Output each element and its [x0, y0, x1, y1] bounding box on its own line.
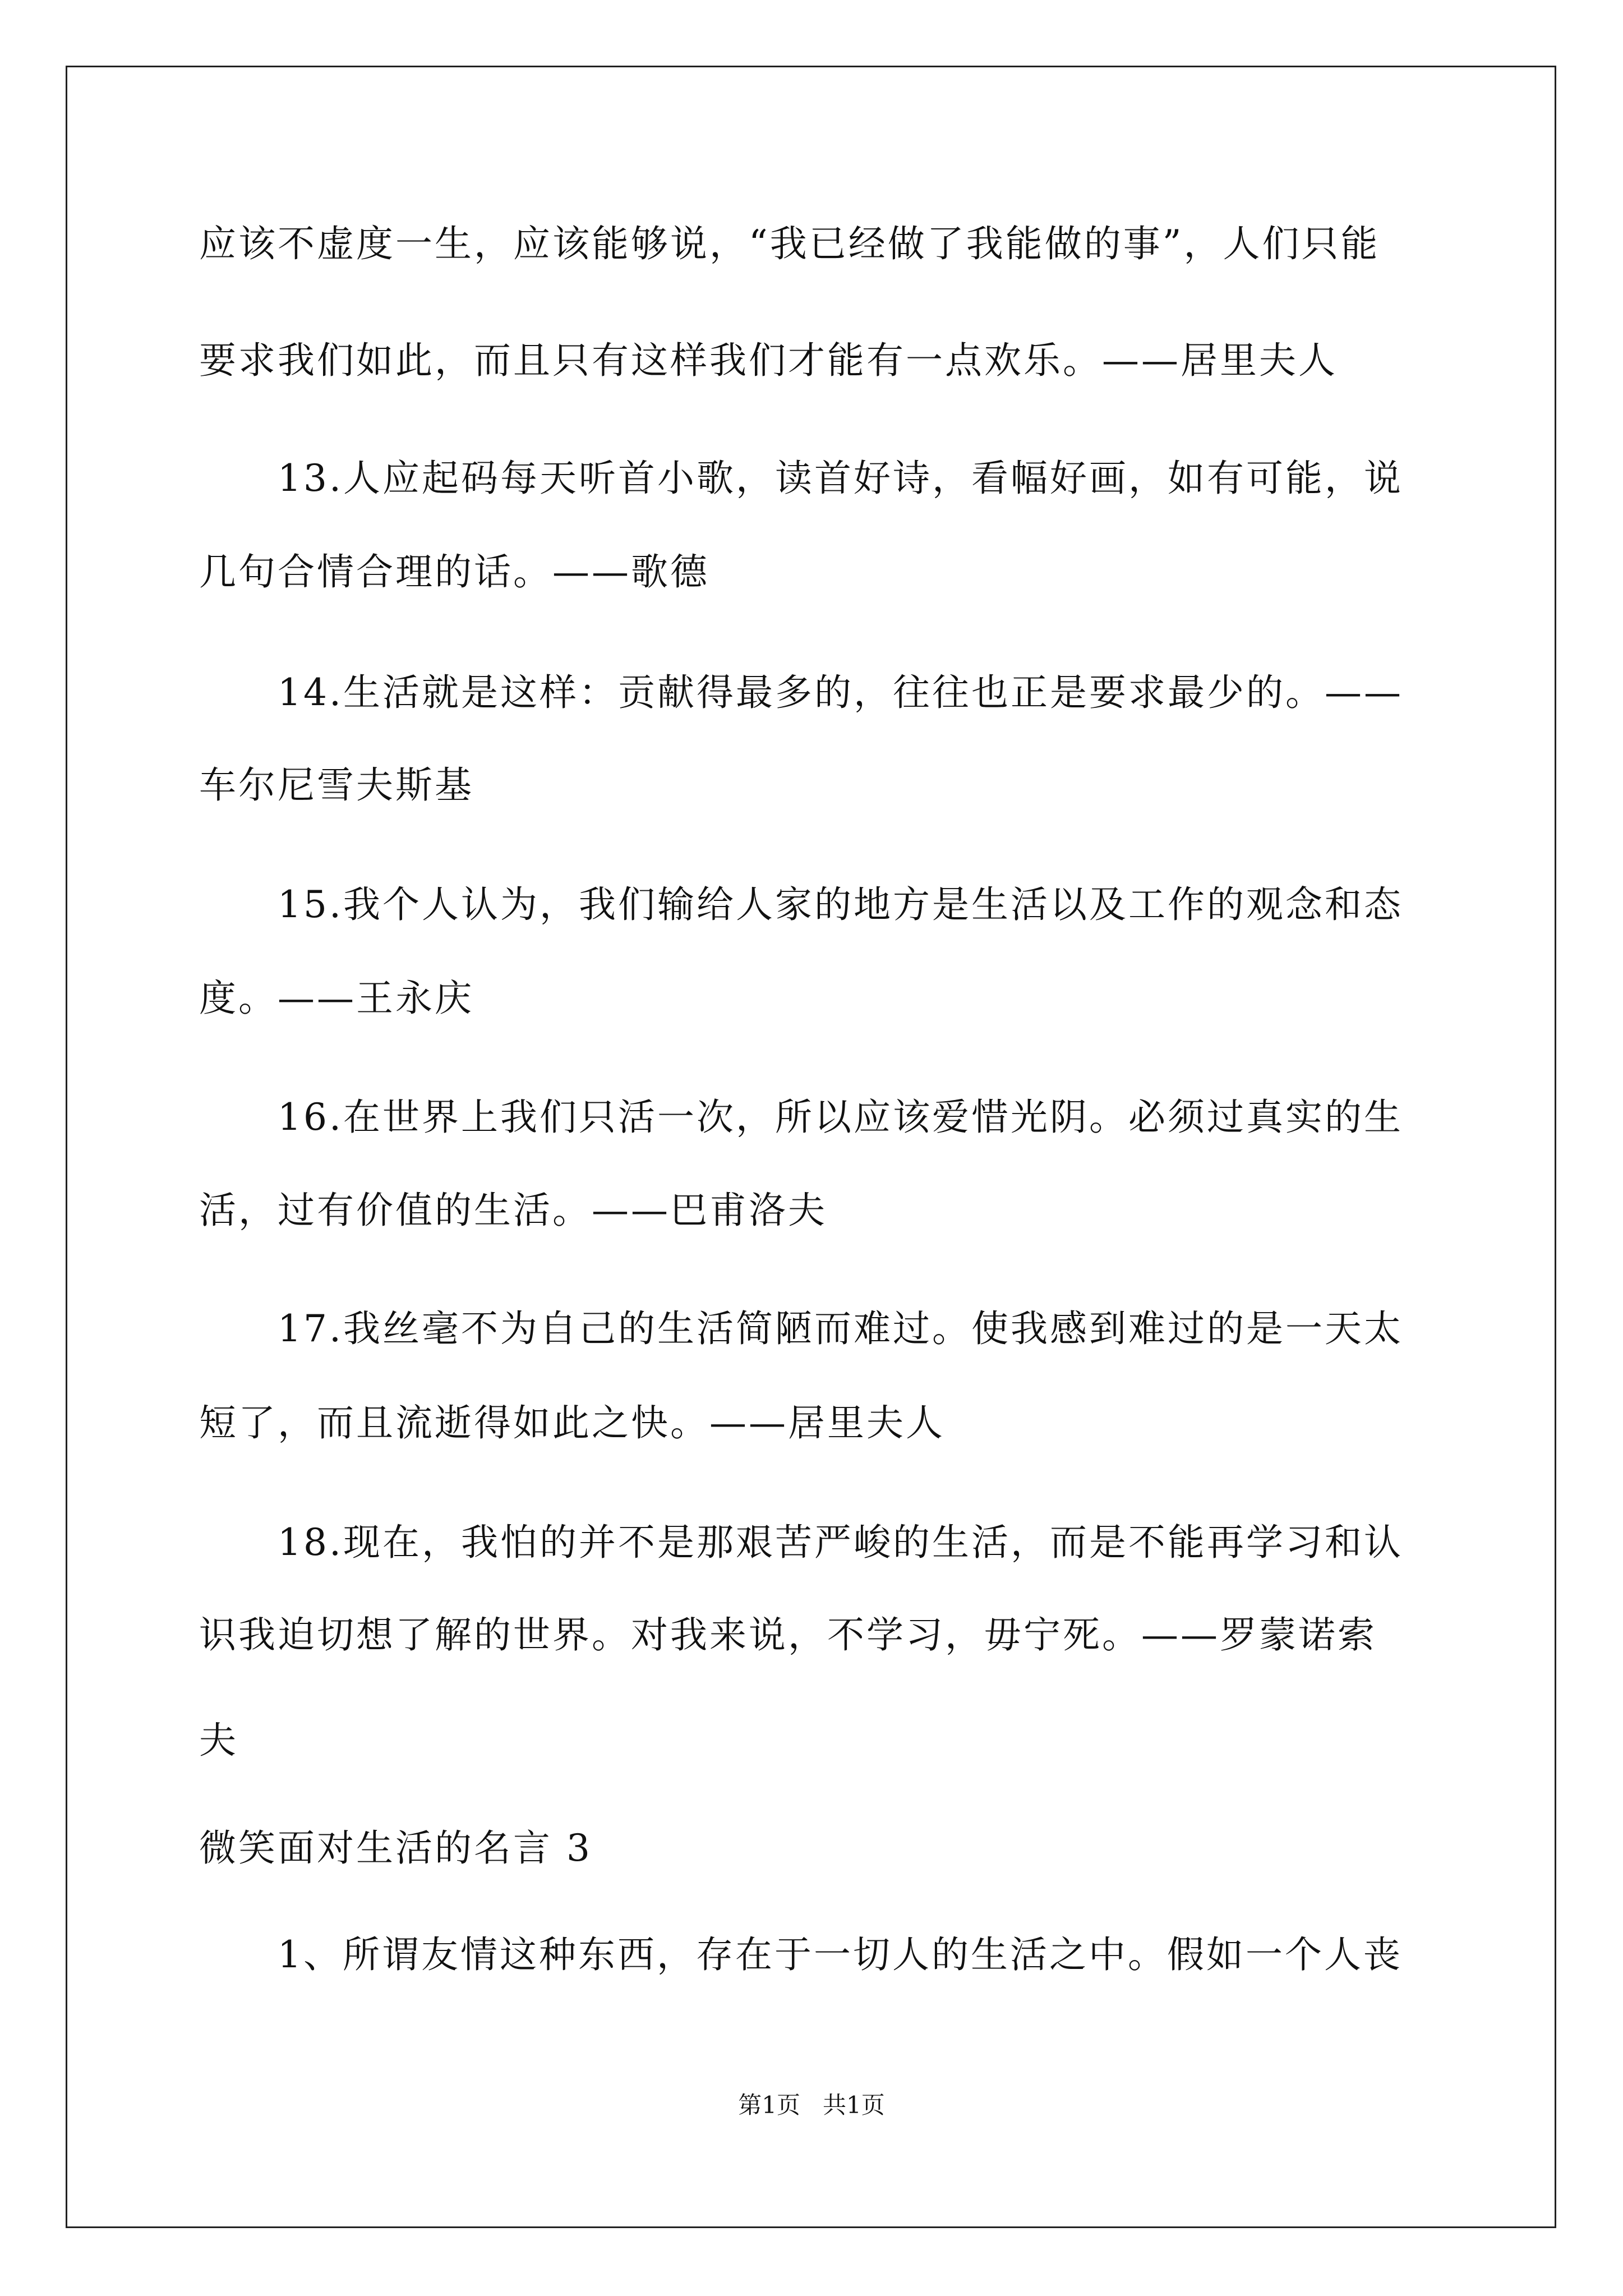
text-line: 应该不虚度一生，应该能够说，“我已经做了我能做的事”，人们只能: [199, 222, 1380, 265]
text-line: 短了，而且流逝得如此之快。——居里夫人: [199, 1401, 945, 1444]
text-line: 几句合情合理的话。——歌德: [199, 550, 709, 593]
text-line: 14.生活就是这样：贡献得最多的，往往也正是要求最少的。——: [278, 671, 1403, 714]
text-line: 1、所谓友情这种东西，存在于一切人的生活之中。假如一个人丧: [278, 1933, 1403, 1976]
text-line: 夫: [199, 1719, 238, 1762]
text-line: 要求我们如此，而且只有这样我们才能有一点欢乐。——居里夫人: [199, 339, 1338, 382]
text-line: 17.我丝毫不为自己的生活简陋而难过。使我感到难过的是一天太: [278, 1307, 1403, 1350]
text-line: 16.在世界上我们只活一次，所以应该爱惜光阴。必须过真实的生: [278, 1096, 1403, 1139]
text-line: 车尔尼雪夫斯基: [199, 763, 474, 807]
text-line: 度。——王永庆: [199, 977, 474, 1020]
page-footer: 第1页 共1页: [738, 2091, 885, 2119]
text-line: 识我迫切想了解的世界。对我来说，不学习，毋宁死。——罗蒙诺索: [199, 1613, 1377, 1657]
text-line: 活，过有价值的生活。——巴甫洛夫: [199, 1189, 827, 1232]
text-line: 15.我个人认为，我们输给人家的地方是生活以及工作的观念和态: [278, 883, 1403, 926]
page-border: [66, 66, 1556, 2228]
section-heading: 微笑面对生活的名言 3: [199, 1826, 592, 1870]
text-line: 18.现在，我怕的并不是那艰苦严峻的生活，而是不能再学习和认: [278, 1521, 1403, 1564]
text-line: 13.人应起码每天听首小歌，读首好诗，看幅好画，如有可能，说: [278, 457, 1403, 500]
